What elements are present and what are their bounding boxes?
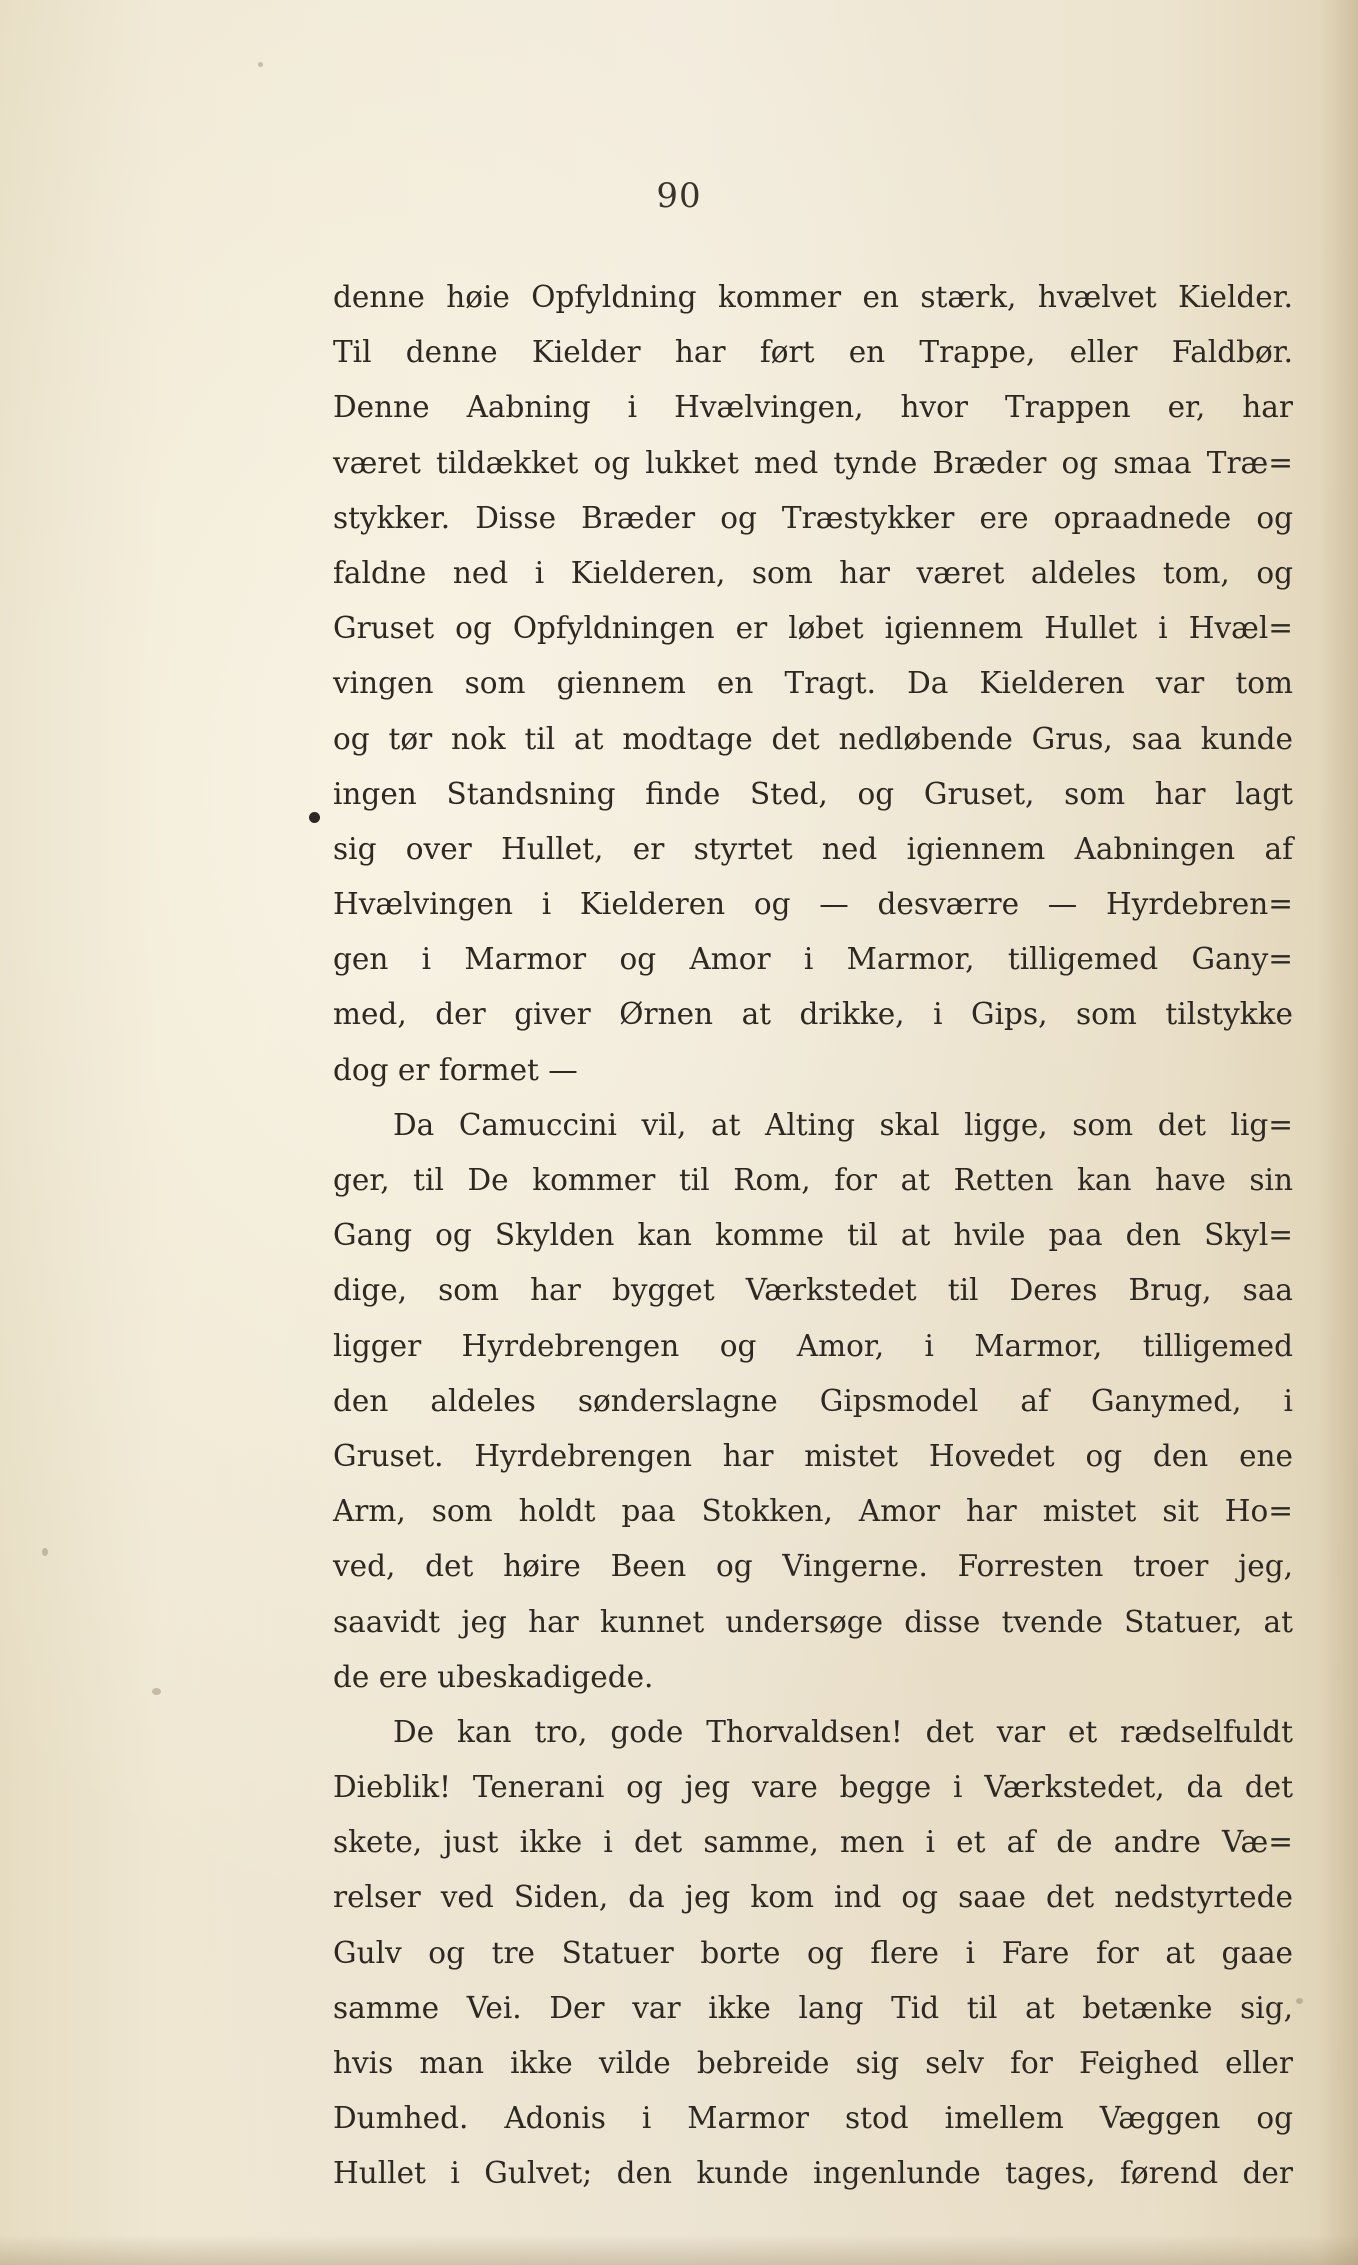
text-line: Hullet i Gulvet; den kunde ingenlunde tages, førend der	[333, 2156, 1293, 2191]
page-edge-shadow-right	[1318, 0, 1358, 2265]
text-line: den aldeles sønderslagne Gipsmodel af Ganymed, i	[333, 1383, 1293, 1418]
text-line: Gruset og Opfyldningen er løbet igiennem Hullet i Hvæl=	[333, 611, 1293, 646]
text-line: Hvælvingen i Kielderen og — desværre — Hyrdebren=	[333, 887, 1293, 922]
text-line: Til denne Kielder har ført en Trappe, eller Faldbør.	[333, 335, 1293, 370]
text-line: ved, det høire Been og Vingerne. Forresten troer jeg,	[333, 1549, 1293, 1584]
text-line: været tildækket og lukket med tynde Bræder og smaa Træ=	[333, 445, 1293, 480]
page-body-text	[333, 270, 1293, 2202]
text-line: Arm, som holdt paa Stokken, Amor har mistet sit Ho=	[333, 1494, 1293, 1529]
text-line: Da Camuccini vil, at Alting skal ligge, som det lig=	[393, 1107, 1293, 1142]
paper-speck	[42, 1548, 48, 1556]
text-line: ingen Standsning finde Sted, og Gruset, som har lagt	[333, 776, 1293, 811]
text-line: ligger Hyrdebrengen og Amor, i Marmor, tilligemed	[333, 1328, 1293, 1363]
text-line: og tør nok til at modtage det nedløbende Grus, saa kunde	[333, 721, 1293, 756]
text-line: Dieblik! Tenerani og jeg vare begge i Værkstedet, da det	[333, 1770, 1293, 1805]
page-number: 90	[656, 176, 702, 216]
text-line: vingen som giennem en Tragt. Da Kielderen var tom	[333, 666, 1293, 701]
text-line: ger, til De kommer til Rom, for at Retten kan have sin	[333, 1163, 1293, 1197]
paper-speck	[258, 62, 263, 67]
text-line: denne høie Opfyldning kommer en stærk, hvælvet Kielder.	[333, 280, 1293, 314]
paper-speck	[1296, 1998, 1303, 2004]
paragraph	[333, 1098, 1293, 1705]
paper-speck	[152, 1688, 161, 1695]
text-line: gen i Marmor og Amor i Marmor, tilligemed Gany=	[333, 942, 1293, 977]
text-line: saavidt jeg har kunnet undersøge disse tvende Statuer, at	[333, 1604, 1293, 1639]
text-line: Gruset. Hyrdebrengen har mistet Hovedet og den ene	[333, 1438, 1293, 1473]
text-line: Gang og Skylden kan komme til at hvile paa den Skyl=	[333, 1218, 1293, 1253]
text-line: sig over Hullet, er styrtet ned igiennem Aabningen af	[333, 831, 1293, 866]
text-line: de ere ubeskadigede.	[333, 1659, 654, 1694]
text-line: med, der giver Ørnen at drikke, i Gips, som tilstykke	[333, 997, 1293, 1032]
text-line: dog er formet —	[333, 1052, 578, 1087]
text-line: hvis man ikke vilde bebreide sig selv for Feighed eller	[333, 2046, 1293, 2080]
paragraph	[333, 1705, 1293, 2202]
text-line: De kan tro, gode Thorvaldsen! det var et rædselfuldt	[393, 1714, 1293, 1749]
text-line: stykker. Disse Bræder og Træstykker ere opraadnede og	[333, 500, 1293, 535]
text-line: samme Vei. Der var ikke lang Tid til at betænke sig,	[333, 1990, 1293, 2025]
margin-ink-dot	[309, 812, 320, 823]
text-line: skete, just ikke i det samme, men i et af de andre Væ=	[333, 1825, 1293, 1860]
paragraph	[333, 270, 1293, 1098]
text-line: Denne Aabning i Hvælvingen, hvor Trappen er, har	[333, 390, 1293, 425]
text-line: Gulv og tre Statuer borte og flere i Fare for at gaae	[333, 1935, 1293, 1970]
text-line: relser ved Siden, da jeg kom ind og saae det nedstyrtede	[333, 1880, 1293, 1915]
text-line: dige, som har bygget Værkstedet til Deres Brug, saa	[333, 1273, 1293, 1308]
text-line: Dumhed. Adonis i Marmor stod imellem Væggen og	[333, 2101, 1293, 2136]
page-edge-shadow-bottom	[0, 2235, 1358, 2265]
text-line: faldne ned i Kielderen, som har været aldeles tom, og	[333, 555, 1293, 590]
